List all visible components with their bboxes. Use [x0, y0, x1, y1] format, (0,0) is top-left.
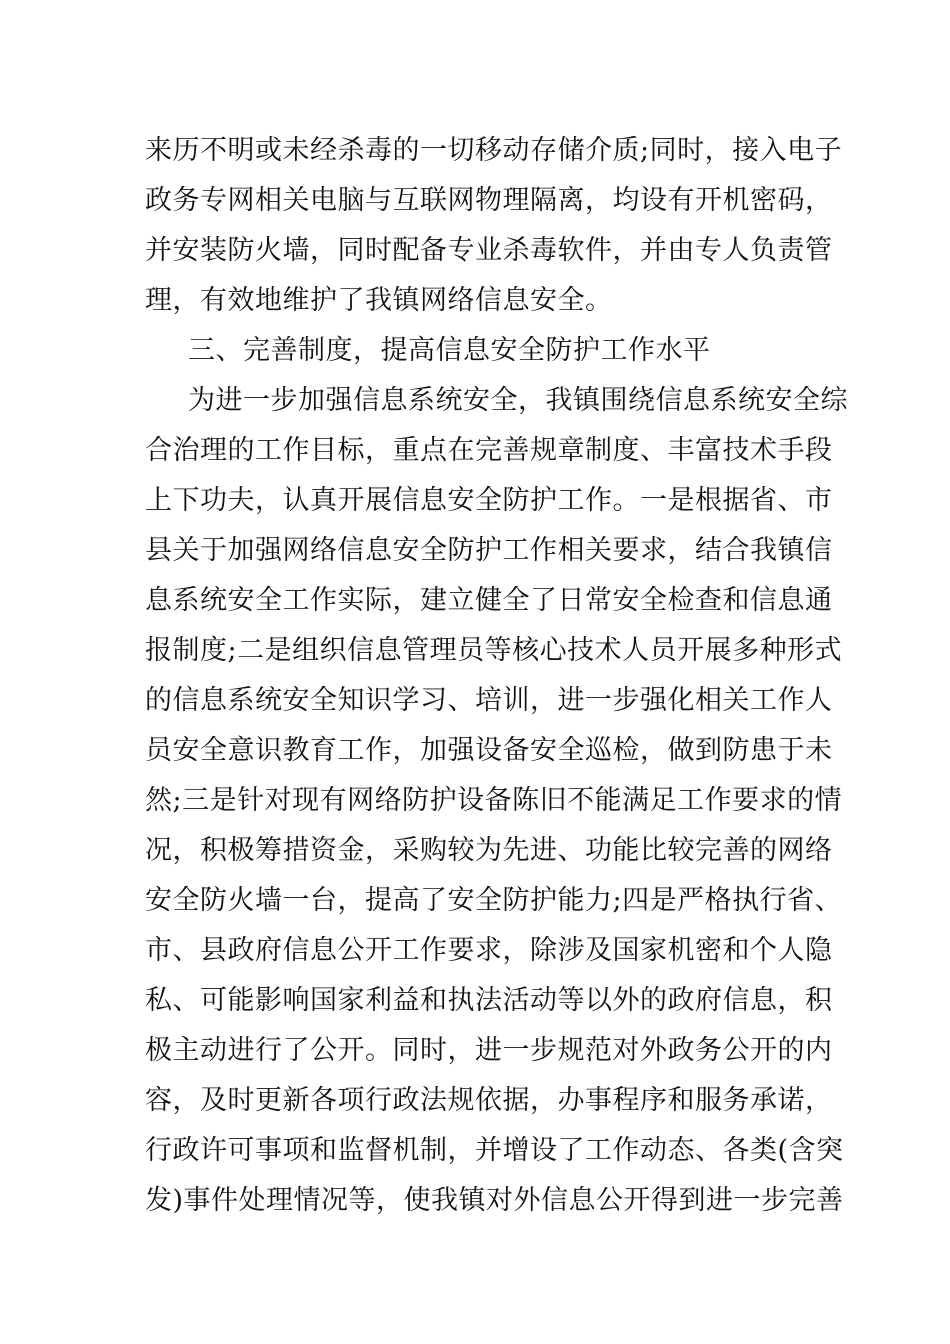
paragraph-line: 发)事件处理情况等，使我镇对外信息公开得到进一步完善 — [145, 1185, 844, 1216]
section-heading: 三、完善制度，提高信息安全防护工作水平 — [188, 335, 711, 366]
paragraph-2 — [145, 376, 848, 1226]
paragraph-line: 报制度;二是组织信息管理员等核心技术人员开展多种形式 — [145, 635, 843, 666]
paragraph-line: 然;三是针对现有网络防护设备陈旧不能满足工作要求的情 — [145, 785, 843, 816]
paragraph-line: 并安装防火墙，同时配备专业杀毒软件，并由专人负责管 — [145, 235, 833, 266]
document-body — [145, 126, 848, 1226]
paragraph-line: 行政许可事项和监督机制，并增设了工作动态、各类(含突 — [145, 1135, 844, 1166]
paragraph-line: 况，积极筹措资金，采购较为先进、功能比较完善的网络 — [145, 835, 833, 866]
paragraph-line: 理，有效地维护了我镇网络信息安全。 — [145, 285, 613, 316]
paragraph-1 — [145, 126, 843, 326]
paragraph-line: 安全防火墙一台，提高了安全防护能力;四是严格执行省、 — [145, 885, 843, 916]
paragraph-line: 员安全意识教育工作，加强设备安全巡检，做到防患于未 — [145, 735, 833, 766]
paragraph-line: 极主动进行了公开。同时，进一步规范对外政务公开的内 — [145, 1035, 833, 1066]
paragraph-line: 容，及时更新各项行政法规依据，办事程序和服务承诺， — [145, 1085, 833, 1116]
paragraph-line: 县关于加强网络信息安全防护工作相关要求，结合我镇信 — [145, 535, 833, 566]
paragraph-line: 为进一步加强信息系统安全，我镇围绕信息系统安全综 — [188, 385, 848, 416]
paragraph-line: 市、县政府信息公开工作要求，除涉及国家机密和个人隐 — [145, 935, 833, 966]
paragraph-line: 息系统安全工作实际，建立健全了日常安全检查和信息通 — [145, 585, 833, 616]
paragraph-line: 政务专网相关电脑与互联网物理隔离，均设有开机密码， — [145, 185, 833, 216]
paragraph-line: 私、可能影响国家利益和执法活动等以外的政府信息，积 — [145, 985, 833, 1016]
paragraph-line: 的信息系统安全知识学习、培训，进一步强化相关工作人 — [145, 685, 833, 716]
paragraph-line: 合治理的工作目标，重点在完善规章制度、丰富技术手段 — [145, 435, 833, 466]
paragraph-line: 上下功夫，认真开展信息安全防护工作。一是根据省、市 — [145, 485, 833, 516]
paragraph-line: 来历不明或未经杀毒的一切移动存储介质;同时，接入电子 — [145, 135, 843, 166]
